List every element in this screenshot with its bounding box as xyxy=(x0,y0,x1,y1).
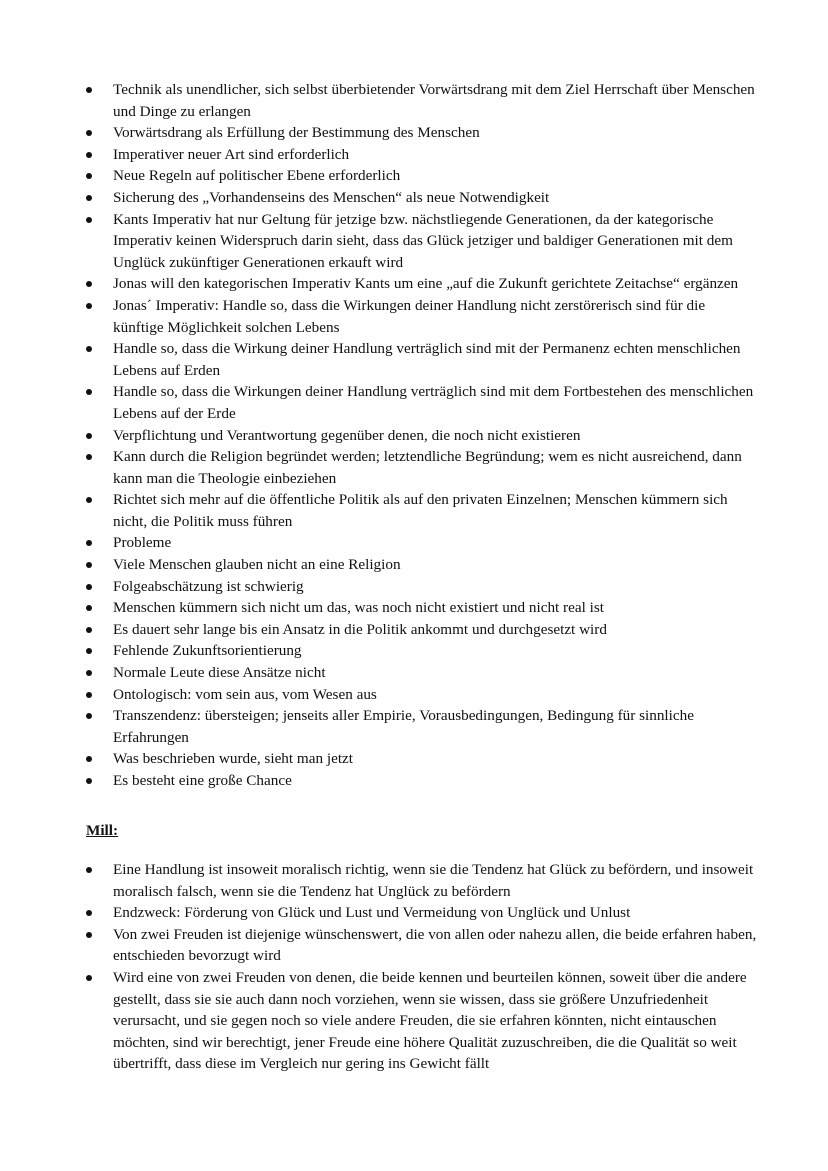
list-item: Endzweck: Förderung von Glück und Lust und Vermeidung von Unglück und Unlust xyxy=(86,902,758,924)
section-heading-mill: Mill: xyxy=(86,822,119,839)
list-item: Was beschrieben wurde, sieht man jetzt xyxy=(86,748,758,770)
list-item: Es dauert sehr lange bis ein Ansatz in die Politik ankommt und durchgesetzt wird xyxy=(86,619,758,641)
list-item: Kann durch die Religion begründet werden; letztendliche Begründung; wem es nicht ausreichend, dann kann man die Theologie einbeziehen xyxy=(86,446,758,489)
bullet-list-jonas xyxy=(86,79,758,792)
list-item: Fehlende Zukunftsorientierung xyxy=(86,640,758,662)
list-item: Eine Handlung ist insoweit moralisch richtig, wenn sie die Tendenz hat Glück zu befördern, und insoweit moralisch falsch, wenn sie die Tendenz hat Unglück zu befördern xyxy=(86,859,758,902)
list-item: Jonas will den kategorischen Imperativ Kants um eine „auf die Zukunft gerichtete Zeitachse“ ergänzen xyxy=(86,273,758,295)
bullet-list-mill xyxy=(86,859,758,1075)
list-item: Handle so, dass die Wirkungen deiner Handlung verträglich sind mit dem Fortbestehen des menschlichen Lebens auf der Erde xyxy=(86,381,758,424)
list-item: Wird eine von zwei Freuden von denen, die beide kennen und beurteilen können, soweit über die andere gestellt, dass sie sie auch dann noch vorziehen, wenn sie wissen, dass sie größere Unzufriedenheit verursacht, und sie gegen noch so viele andere Freuden, die sie erfahren könnten, nicht eintauschen möchten, sind wir berechtigt, jener Freude eine höhere Qualität zuzuschreiben, die die Qualität so weit übertrifft, dass diese im Vergleich nur gering ins Gewicht fällt xyxy=(86,967,758,1075)
list-item: Vorwärtsdrang als Erfüllung der Bestimmung des Menschen xyxy=(86,122,758,144)
list-item: Kants Imperativ hat nur Geltung für jetzige bzw. nächstliegende Generationen, da der kategorische Imperativ keinen Widerspruch darin sieht, dass das Glück jetziger und baldiger Generationen mit dem Unglück zukünftiger Generationen erkauft wird xyxy=(86,209,758,274)
list-item: Es besteht eine große Chance xyxy=(86,770,758,792)
list-item: Neue Regeln auf politischer Ebene erforderlich xyxy=(86,165,758,187)
list-item: Imperativer neuer Art sind erforderlich xyxy=(86,144,758,166)
list-item: Normale Leute diese Ansätze nicht xyxy=(86,662,758,684)
list-item: Ontologisch: vom sein aus, vom Wesen aus xyxy=(86,684,758,706)
list-item: Richtet sich mehr auf die öffentliche Politik als auf den privaten Einzelnen; Menschen kümmern sich nicht, die Politik muss führen xyxy=(86,489,758,532)
list-item: Von zwei Freuden ist diejenige wünschenswert, die von allen oder nahezu allen, die beide erfahren haben, entschieden bevorzugt wird xyxy=(86,924,758,967)
list-item: Probleme xyxy=(86,532,758,554)
list-item: Verpflichtung und Verantwortung gegenüber denen, die noch nicht existieren xyxy=(86,425,758,447)
list-item: Sicherung des „Vorhandenseins des Menschen“ als neue Notwendigkeit xyxy=(86,187,758,209)
list-item: Folgeabschätzung ist schwierig xyxy=(86,576,758,598)
list-item: Technik als unendlicher, sich selbst überbietender Vorwärtsdrang mit dem Ziel Herrschaft über Menschen und Dinge zu erlangen xyxy=(86,79,758,122)
list-item: Viele Menschen glauben nicht an eine Religion xyxy=(86,554,758,576)
list-item: Menschen kümmern sich nicht um das, was noch nicht existiert und nicht real ist xyxy=(86,597,758,619)
list-item: Jonas´ Imperativ: Handle so, dass die Wirkungen deiner Handlung nicht zerstörerisch sind für die künftige Möglichkeit solchen Lebens xyxy=(86,295,758,338)
list-item: Transzendenz: übersteigen; jenseits aller Empirie, Vorausbedingungen, Bedingung für sinnliche Erfahrungen xyxy=(86,705,758,748)
list-item: Handle so, dass die Wirkung deiner Handlung verträglich sind mit der Permanenz echten menschlichen Lebens auf Erden xyxy=(86,338,758,381)
